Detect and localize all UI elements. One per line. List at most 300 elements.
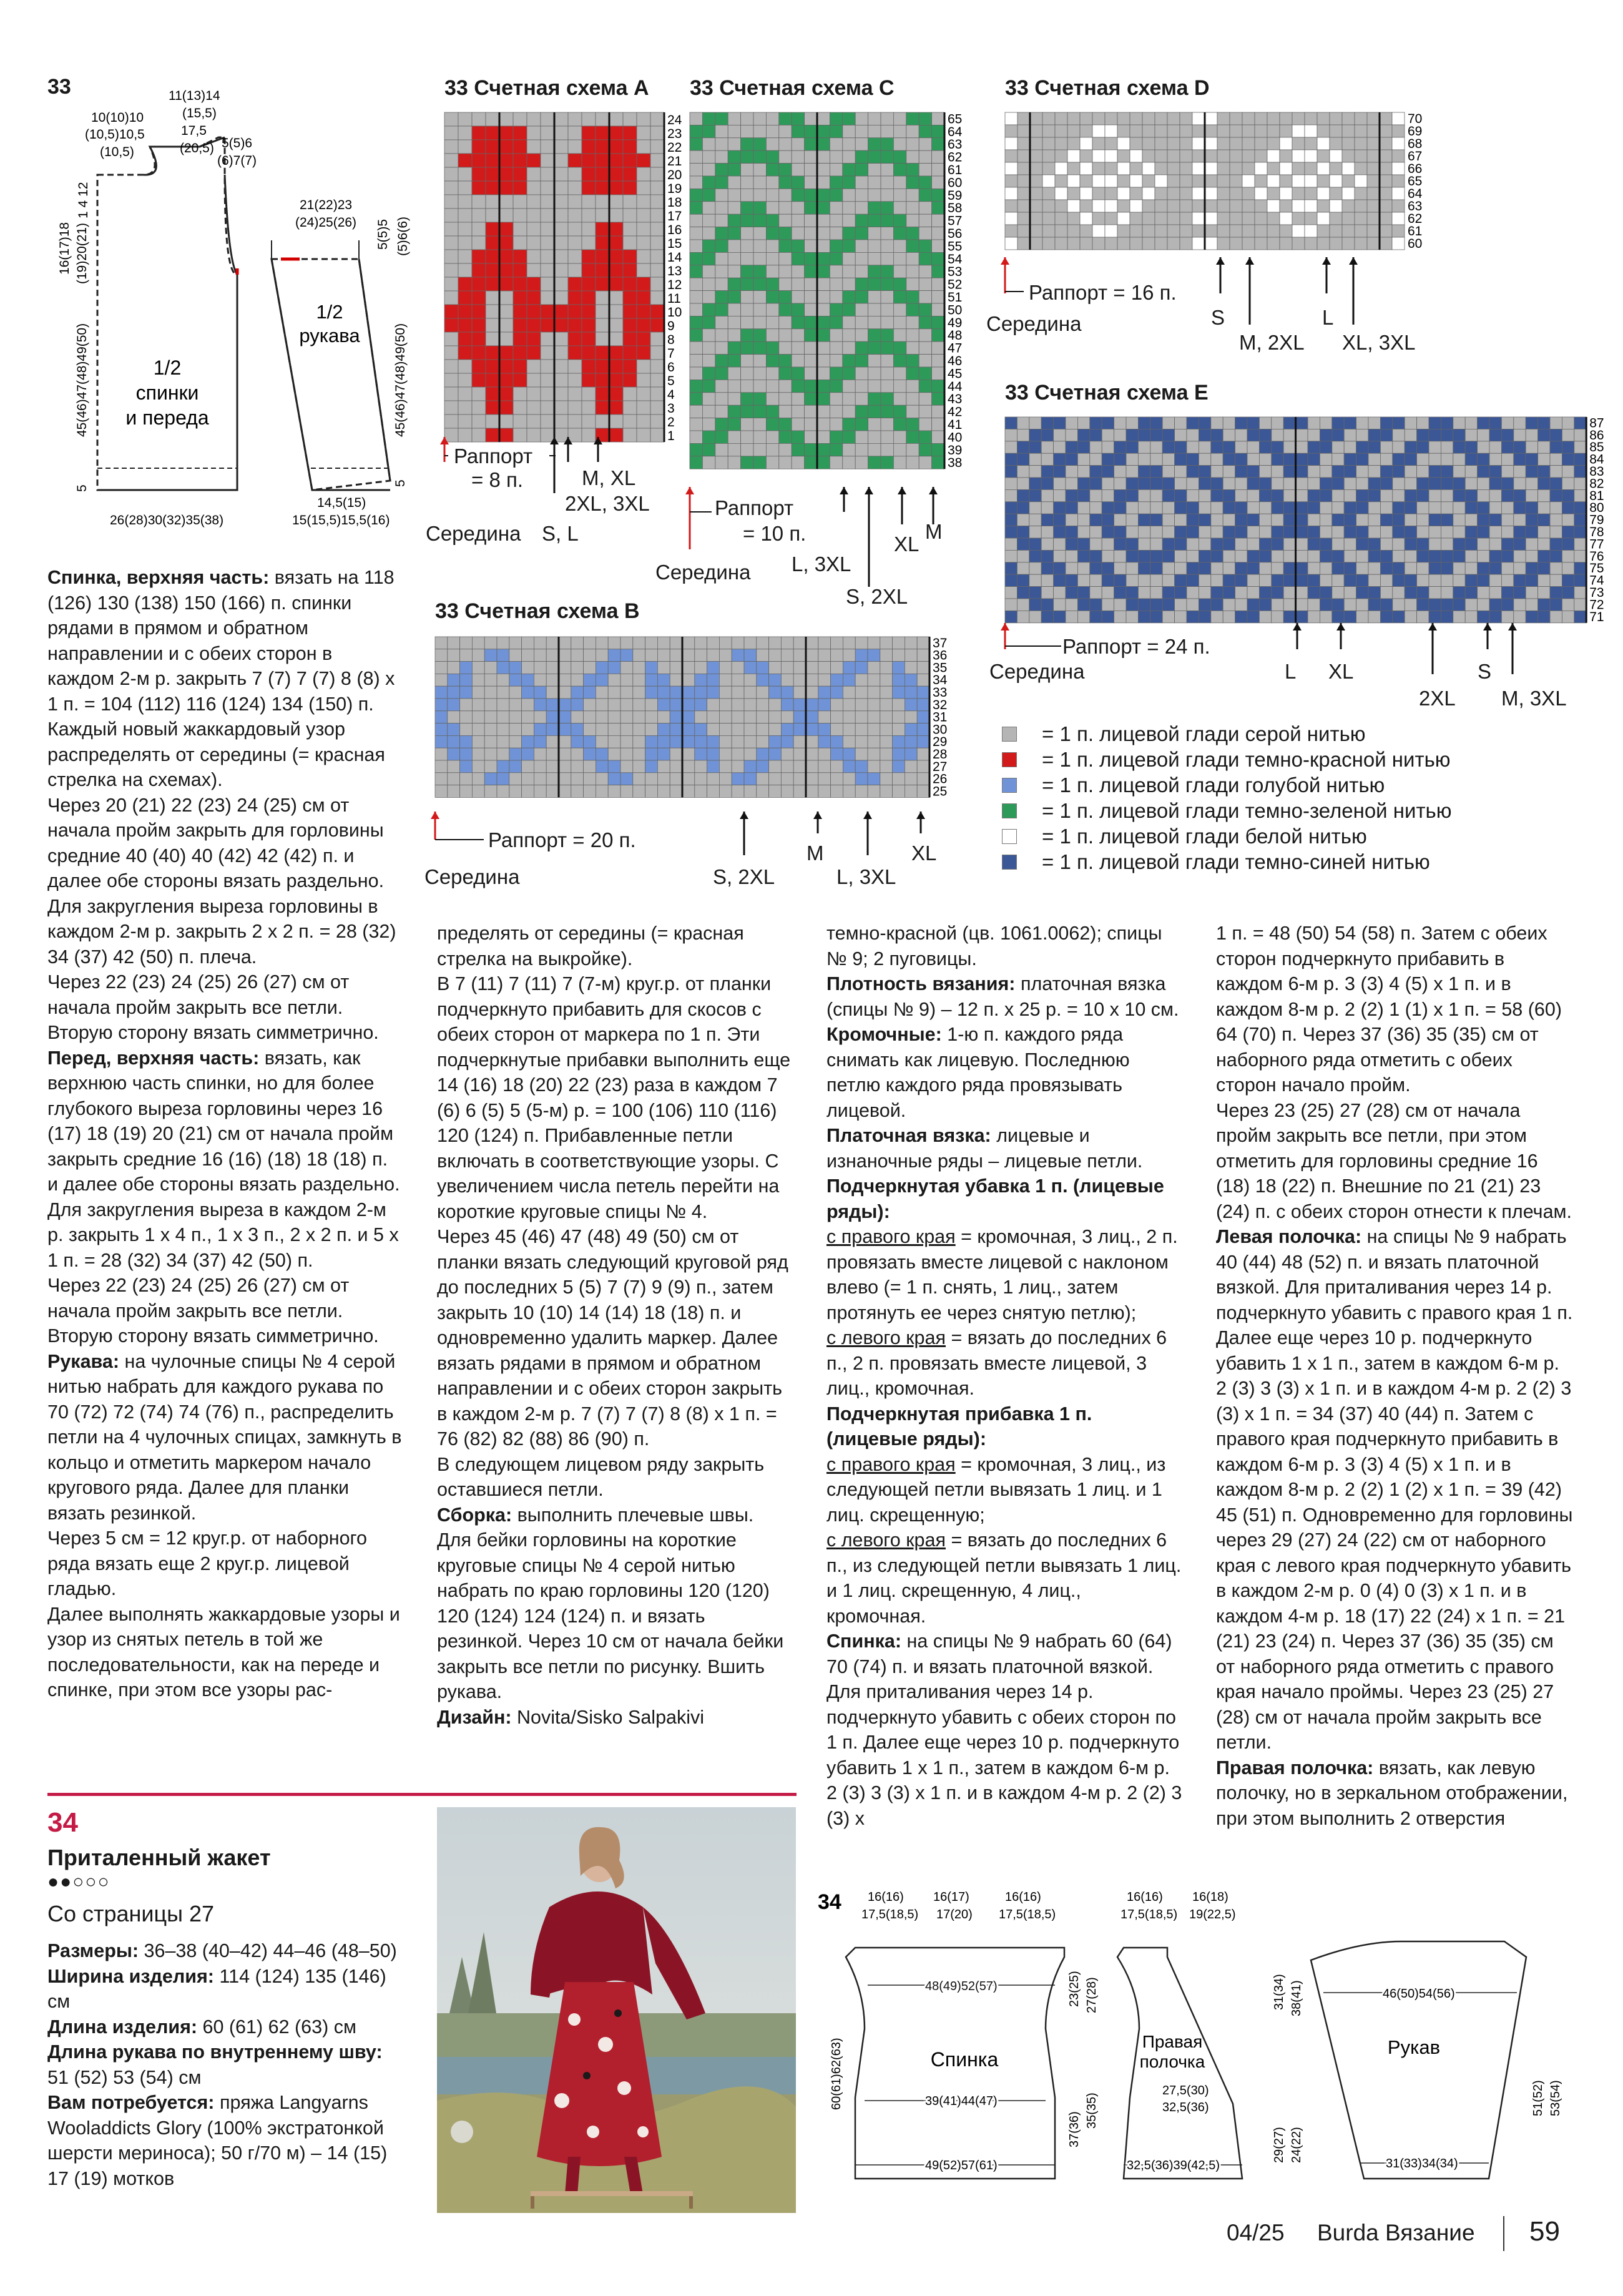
paragraph-text: 1-ю п. каждого ряда снимать как лицевую. Последнюю петлю каждого ряда провязывать лицевой.: [826, 1024, 1130, 1121]
chart-cell: [893, 303, 906, 316]
chart-cell: [1102, 550, 1114, 562]
chart-cell: [707, 773, 720, 785]
chart-cell: [868, 150, 881, 163]
paragraph-text: Через 5 см = 12 круг.р. от наборного ряда вязать еще 2 круг.р. лицевой гладью.: [47, 1528, 367, 1599]
chart-cell: [486, 140, 499, 154]
chart-cell: [608, 637, 620, 649]
chart-cell: [1344, 611, 1356, 622]
chart-cell: [1320, 502, 1331, 514]
chart-cell: [1526, 526, 1537, 538]
chart-cell: [1368, 587, 1380, 599]
row-number: 43: [948, 392, 963, 407]
chart-cell: [868, 443, 881, 456]
chart-cell: [513, 387, 527, 401]
chart-cell: [546, 662, 559, 674]
chart-cell: [1441, 574, 1453, 586]
chart-cell: [1280, 162, 1292, 175]
chart-cell: [1054, 599, 1066, 611]
chart-cell: [1092, 137, 1105, 150]
chart-cell: [695, 649, 707, 662]
chart-cell: [715, 393, 728, 405]
chart-cell: [1235, 429, 1247, 441]
chart-cell: [541, 154, 554, 167]
m-left3: (10,5): [100, 145, 134, 159]
chart-cell: [1114, 514, 1126, 526]
chart-cell: [499, 291, 513, 305]
chart-cell: [1092, 200, 1105, 212]
chart-cell: [1126, 478, 1138, 489]
chart-cell: [1066, 587, 1077, 599]
chart-cell: [1247, 526, 1259, 538]
chart-cell: [893, 418, 906, 431]
chart-cell: [527, 428, 541, 442]
chart-cell: [509, 649, 522, 662]
chart-cell: [472, 318, 486, 332]
chart-cell: [1367, 175, 1380, 187]
scheme-c-arrow-1-head: [840, 487, 848, 494]
chart-cell: [1267, 175, 1280, 187]
chart-cell: [1150, 502, 1162, 514]
chart-cell: [1308, 453, 1320, 465]
chart-cell: [620, 748, 633, 760]
m-top4: (20,5): [180, 141, 214, 155]
chart-cell: [568, 209, 582, 222]
chart-cell: [623, 318, 637, 332]
chart-cell: [1235, 538, 1247, 550]
chart-cell: [682, 748, 695, 760]
chart-cell: [458, 154, 472, 167]
chart-cell: [534, 760, 546, 773]
chart-cell: [919, 367, 931, 380]
chart-cell: [522, 748, 534, 760]
chart-cell: [1320, 429, 1331, 441]
chart-cell: [1393, 453, 1405, 465]
chart-cell: [650, 250, 664, 263]
chart-cell: [1501, 478, 1513, 489]
chart-cell: [1489, 587, 1501, 599]
chart-cell: [1514, 441, 1526, 453]
chart-cell: [460, 674, 473, 686]
chart-cell: [881, 112, 893, 125]
chart-cell: [1117, 237, 1130, 250]
chart-cell: [1283, 429, 1295, 441]
chart-cell: [1029, 489, 1041, 501]
legend-item: [1002, 849, 1564, 875]
chart-cell: [1272, 599, 1283, 611]
chart-cell: [1526, 611, 1537, 622]
chart-cell: [881, 380, 893, 392]
chart-cell: [855, 649, 868, 662]
chart-cell: [623, 140, 637, 154]
chart-cell: [1126, 429, 1138, 441]
chart-cell: [448, 711, 460, 724]
chart-cell: [1368, 502, 1380, 514]
chart-cell: [670, 760, 682, 773]
chart-cell: [1393, 417, 1405, 429]
chart-cell: [645, 711, 658, 724]
chart-cell: [541, 236, 554, 250]
chart-cell: [608, 724, 620, 736]
chart-cell: [1514, 478, 1526, 489]
chart-cell: [1067, 187, 1080, 200]
chart-cell: [1267, 187, 1280, 200]
chart-cell: [932, 380, 944, 392]
chart-cell: [1092, 125, 1105, 137]
chart-cell: [1305, 225, 1317, 237]
chart-cell: [1332, 538, 1344, 550]
difficulty-dots: ●●○○○: [47, 1872, 110, 1892]
chart-cell: [1029, 587, 1041, 599]
chart-cell: [906, 164, 919, 176]
row-number: 60: [1408, 237, 1423, 251]
chart-cell: [670, 686, 682, 699]
chart-cell: [1242, 200, 1255, 212]
chart-cell: [1501, 599, 1513, 611]
chart-cell: [645, 735, 658, 748]
chart-cell: [1155, 162, 1167, 175]
chart-cell: [650, 209, 664, 222]
chart-cell: [1055, 125, 1067, 137]
scheme-b-title: 33 Счетная схема B: [435, 599, 640, 623]
chart-cell: [1393, 587, 1405, 599]
chart-cell: [1247, 417, 1259, 429]
chart-cell: [932, 329, 944, 341]
chart-cell: [690, 150, 702, 163]
paragraph: [826, 971, 1182, 1022]
chart-cell: [868, 380, 881, 392]
chart-cell: [596, 195, 609, 209]
chart-cell: [817, 265, 830, 278]
chart-cell: [881, 214, 893, 227]
chart-cell: [484, 773, 497, 785]
chart-cell: [1255, 212, 1267, 225]
chart-cell: [1562, 514, 1574, 526]
chart-cell: [1550, 538, 1562, 550]
s-v1: 5(5)5: [376, 218, 390, 250]
chart-cell: [513, 346, 527, 360]
chart-cell: [868, 418, 881, 431]
chart-cell: [1017, 112, 1030, 125]
chart-cell: [527, 401, 541, 415]
paragraph-text: пределять от середины (= красная стрелка на выкройке).: [437, 923, 744, 969]
chart-cell: [1090, 599, 1102, 611]
chart-cell: [906, 380, 919, 392]
legend-swatch: [1002, 727, 1017, 742]
chart-cell: [868, 329, 881, 341]
chart-cell: [728, 291, 740, 303]
chart-cell: [1114, 478, 1126, 489]
chart-cell: [1223, 514, 1235, 526]
chart-cell: [769, 735, 782, 748]
chart-cell: [905, 662, 917, 674]
chart-cell: [831, 686, 843, 699]
chart-cell: [1465, 466, 1477, 478]
chart-cell: [880, 724, 893, 736]
chart-cell: [781, 724, 793, 736]
chart-cell: [1330, 112, 1342, 125]
chart-cell: [881, 278, 893, 290]
chart-cell: [1342, 175, 1355, 187]
chart-cell: [1114, 550, 1126, 562]
chart-cell: [623, 305, 637, 318]
chart-cell: [1292, 237, 1305, 250]
chart-cell: [1017, 611, 1029, 622]
chart-cell: [1562, 466, 1574, 478]
chart-cell: [541, 360, 554, 373]
chart-cell: [1489, 611, 1501, 622]
chart-cell: [830, 380, 842, 392]
m-v5: 5: [75, 484, 89, 492]
chart-cell: [831, 674, 843, 686]
chart-cell: [568, 236, 582, 250]
b-w2: 39(41)44(47): [925, 2094, 998, 2108]
chart-cell: [868, 176, 881, 189]
chart-cell: [781, 686, 793, 699]
chart-cell: [1320, 574, 1331, 586]
chart-cell: [1292, 137, 1305, 150]
chart-cell: [527, 222, 541, 236]
chart-cell: [792, 443, 804, 456]
chart-cell: [486, 263, 499, 277]
chart-cell: [702, 265, 715, 278]
chart-cell: [1242, 137, 1255, 150]
chart-cell: [509, 674, 522, 686]
chart-cell: [1199, 574, 1210, 586]
row-number: 7: [667, 346, 675, 361]
chart-cell: [458, 195, 472, 209]
row-number: 84: [1589, 452, 1604, 467]
chart-cell: [1292, 162, 1305, 175]
chart-cell: [695, 760, 707, 773]
chart-cell: [1342, 237, 1355, 250]
chart-cell: [1199, 502, 1210, 514]
chart-cell: [769, 711, 782, 724]
chart-cell: [1090, 502, 1102, 514]
scheme-e-center: Середина: [989, 660, 1085, 683]
chart-cell: [1267, 225, 1280, 237]
model-photo: [437, 1807, 796, 2213]
chart-cell: [843, 189, 855, 201]
chart-cell: [893, 380, 906, 392]
chart-cell: [1054, 587, 1066, 599]
chart-cell: [868, 227, 881, 240]
scheme-c-center: Середина: [655, 561, 751, 584]
chart-cell: [1367, 150, 1380, 162]
chart-cell: [1211, 502, 1223, 514]
chart-cell: [527, 140, 541, 154]
chart-cell: [1574, 417, 1586, 429]
chart-cell: [1280, 112, 1292, 125]
chart-cell: [1041, 550, 1053, 562]
chart-cell: [1259, 502, 1271, 514]
chart-cell: [499, 332, 513, 346]
chart-cell: [620, 773, 633, 785]
chart-cell: [568, 195, 582, 209]
chart-cell: [623, 291, 637, 305]
chart-cell: [1175, 429, 1187, 441]
paragraph: [437, 1452, 793, 1503]
chart-cell: [1344, 441, 1356, 453]
chart-cell: [1092, 187, 1105, 200]
chart-cell: [805, 202, 817, 214]
legend-text: = 1 п. лицевой глади голубой нитью: [1042, 773, 1385, 797]
chart-cell: [1230, 150, 1242, 162]
chart-cell: [1042, 225, 1055, 237]
chart-cell: [448, 785, 460, 798]
chart-cell: [779, 125, 792, 137]
chart-cell: [559, 785, 571, 798]
chart-cell: [637, 346, 650, 360]
paragraph-text: на спицы № 9 набрать 60 (64) 70 (74) п. и вязать платочной вязкой. Для приталивания через 14 р. подчеркнуто убавить с обеих сторон по 1 п. Далее еще через 10 р. подчеркнуто убавить 1 х 1 п., затем в каждом 6-м р. 2 (3) 3 (3) х 1 п. и в каждом 4-м р. 2 (2) 3 (3) х: [826, 1631, 1182, 1829]
chart-cell: [1538, 526, 1550, 538]
chart-cell: [805, 112, 817, 125]
chart-cell: [818, 773, 831, 785]
chart-cell: [1272, 562, 1283, 574]
chart-cell: [596, 291, 609, 305]
chart-cell: [1305, 150, 1317, 162]
chart-cell: [1308, 429, 1320, 441]
chart-cell: [1138, 429, 1150, 441]
chart-cell: [657, 785, 670, 798]
chart-cell: [645, 649, 658, 662]
chart-cell: [905, 711, 917, 724]
chart-cell: [1330, 237, 1342, 250]
chart-cell: [695, 662, 707, 674]
chart-cell: [1392, 112, 1405, 125]
paragraph: [826, 1629, 1182, 1831]
chart-cell: [1320, 562, 1331, 574]
chart-cell: [1317, 237, 1330, 250]
chart-cell: [1138, 587, 1150, 599]
chart-cell: [855, 418, 868, 431]
chart-cell: [843, 355, 855, 367]
chart-cell: [817, 431, 830, 443]
legend-text: = 1 п. лицевой глади темно-красной нитью: [1042, 747, 1451, 771]
chart-cell: [766, 202, 778, 214]
chart-cell: [1392, 137, 1405, 150]
chart-cell: [1501, 453, 1513, 465]
chart-cell: [568, 415, 582, 428]
chart-cell: [1574, 574, 1586, 586]
chart-cell: [1478, 599, 1489, 611]
chart-cell: [1167, 187, 1180, 200]
chart-cell: [880, 649, 893, 662]
chart-cell: [919, 405, 931, 418]
chart-cell: [1501, 417, 1513, 429]
chart-cell: [719, 773, 732, 785]
chart-cell: [527, 332, 541, 346]
chart-cell: [779, 405, 792, 418]
row-number: 64: [1408, 187, 1423, 201]
chart-cell: [1092, 225, 1105, 237]
chart-cell: [917, 649, 929, 662]
chart-cell: [1247, 453, 1259, 465]
chart-cell: [1175, 587, 1187, 599]
chart-cell: [1114, 429, 1126, 441]
chart-cell: [1090, 574, 1102, 586]
chart-cell: [906, 202, 919, 214]
chart-cell: [1130, 125, 1142, 137]
b-h1: 23(25): [1067, 1971, 1081, 2007]
chart-cell: [1175, 514, 1187, 526]
s-v2: (5)6(6): [396, 216, 410, 256]
chart-cell: [1308, 417, 1320, 429]
chart-cell: [620, 686, 633, 699]
chart-cell: [779, 240, 792, 252]
chart-cell: [1308, 538, 1320, 550]
chart-cell: [499, 126, 513, 140]
chart-cell: [1066, 489, 1077, 501]
chart-cell: [1105, 187, 1117, 200]
chart-cell: [657, 686, 670, 699]
chart-cell: [732, 735, 744, 748]
chart-cell: [766, 112, 778, 125]
chart-cell: [1368, 429, 1380, 441]
chart-cell: [1041, 453, 1053, 465]
chart-cell: [1199, 417, 1210, 429]
chart-cell: [906, 240, 919, 252]
chart-cell: [817, 214, 830, 227]
chart-cell: [444, 222, 458, 236]
chart-cell: [1305, 212, 1317, 225]
chart-cell: [541, 387, 554, 401]
row-number: 30: [933, 722, 948, 737]
chart-cell: [1392, 162, 1405, 175]
chart-cell: [1308, 587, 1320, 599]
chart-cell: [1155, 112, 1167, 125]
chart-cell: [1393, 466, 1405, 478]
chart-cell: [919, 189, 931, 201]
scheme-d-title: 33 Счетная схема D: [1005, 76, 1210, 100]
chart-cell: [1102, 599, 1114, 611]
chart-cell: [715, 202, 728, 214]
chart-cell: [1142, 125, 1155, 137]
chart-cell: [1320, 514, 1331, 526]
chart-cell: [817, 240, 830, 252]
chart-cell: [444, 318, 458, 332]
chart-cell: [1292, 200, 1305, 212]
chart-cell: [527, 415, 541, 428]
chart-cell: [497, 686, 509, 699]
chart-cell: [690, 418, 702, 431]
chart-cell: [715, 291, 728, 303]
chart-cell: [1217, 225, 1230, 237]
chart-cell: [855, 329, 868, 341]
chart-cell: [893, 649, 905, 662]
chart-cell: [1150, 441, 1162, 453]
chart-cell: [1175, 453, 1187, 465]
chart-cell: [1344, 453, 1356, 465]
chart-cell: [817, 380, 830, 392]
chart-cell: [779, 189, 792, 201]
chart-cell: [1280, 187, 1292, 200]
chart-cell: [932, 393, 944, 405]
chart-cell: [719, 748, 732, 760]
chart-cell: [1192, 212, 1205, 225]
chart-cell: [541, 140, 554, 154]
chart-cell: [715, 443, 728, 456]
chart-cell: [792, 189, 804, 201]
chart-cell: [868, 367, 881, 380]
chart-cell: [1114, 611, 1126, 622]
chart-cell: [1441, 611, 1453, 622]
scheme-d-sizes1: S: [1211, 306, 1225, 329]
chart-cell: [1562, 478, 1574, 489]
chart-cell: [1255, 187, 1267, 200]
paragraph: [47, 1964, 397, 2014]
chart-cell: [1211, 489, 1223, 501]
chart-cell: [541, 291, 554, 305]
